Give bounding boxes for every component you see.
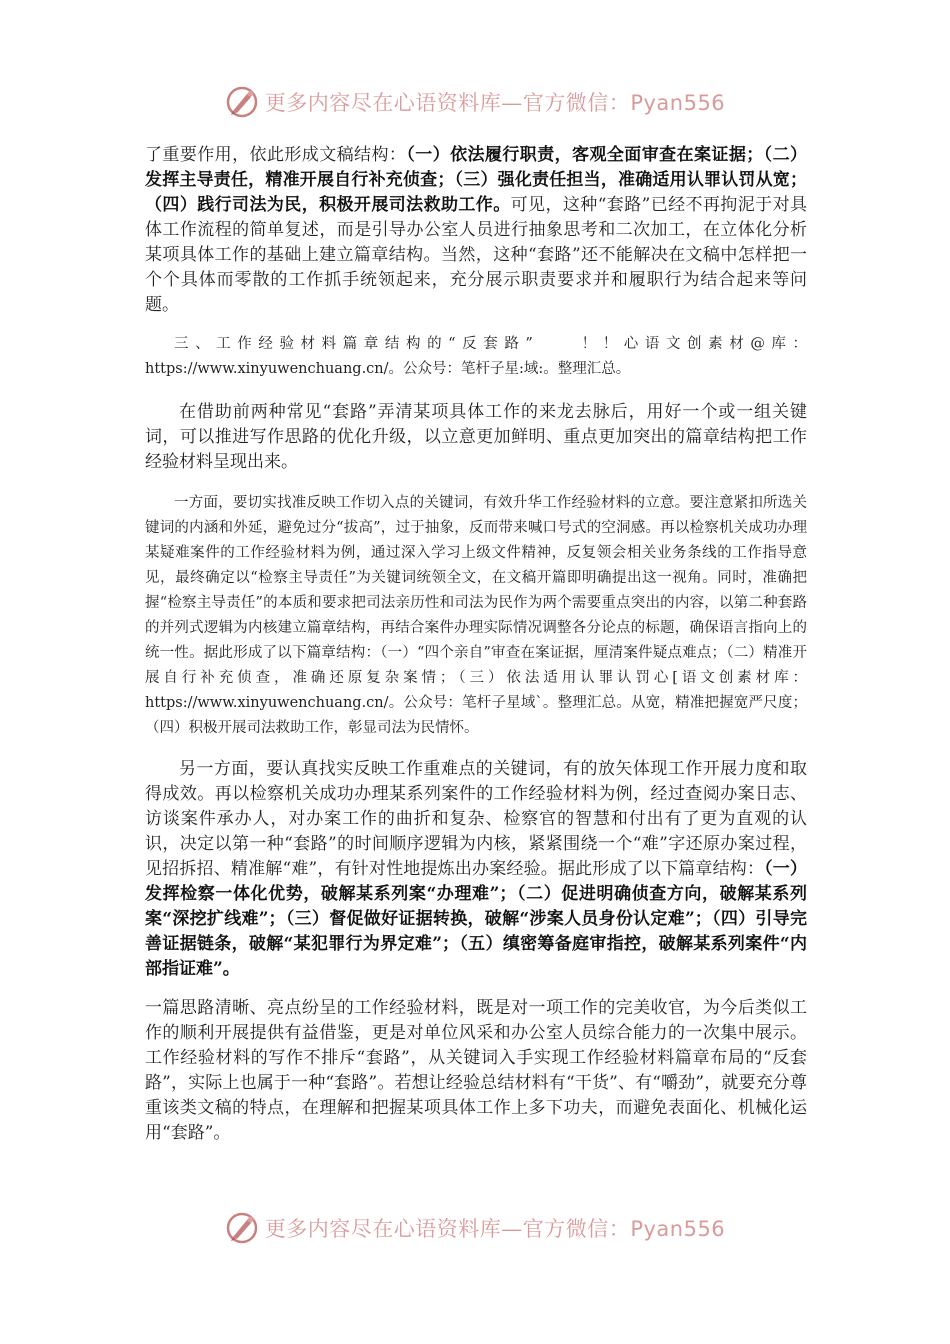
structure-headings-bold: （一）依法履行职责，客观全面审查在案证据；（二）发挥主导责任，精准开展自行补充侦查；（三）强化责任担当，准确适用认罪认罚从宽；（四）践行司法为民，积极开展司法救助工作。	[145, 145, 808, 215]
paragraph-other-side: 另一方面，要认真找实反映工作重难点的关键词，有的放矢体现工作开展力度和取得成效。再以检察机关成功办理某系列案件的工作经验材料为例，经过查阅办案日志、访谈案件承办人，对办案工作的曲折和复杂、检察官的智慧和付出有了更为直观的认识，决定以第一种“套路”的时间顺序逻辑为内核，紧紧围绕一个“难”字还原办案过程，见招拆招、精准解“难”，有针对性地提炼出办案经验。据此形成了以下篇章结构：（一）发挥检察一体化优势，破解某系列案“办理难”；（二）促进明确侦查方向，破解某系列案“深挖扩线难”；（三）督促做好证据转换，破解“涉案人员身份认定难”；（四）引导完善证据链条，破解“某犯罪行为界定难”；（五）缜密筹备庭审指控，破解某系列案件“内部指证难”。	[145, 759, 807, 979]
section-heading-three: 三、工作经验材料篇章结构的“反套路” ！！心语文创素材@库：https://www.xinyuwenchuang.cn/。公众号：笔杆子星:域:。整理汇总。	[145, 336, 807, 377]
paragraph-keywords-intro: 在借助前两种常见“套路”弄清某项具体工作的来龙去脉后，用好一个或一组关键词，可以推进写作思路的优化升级，以立意更加鲜明、重点更加突出的篇章结构把工作经验材料呈现出来。	[145, 402, 807, 472]
footer-banner	[0, 1208, 950, 1248]
footer-banner-text: 更多内容尽在心语资料库—官方微信：Pyan556	[264, 1217, 726, 1241]
pen-logo-icon	[225, 85, 259, 119]
paragraph-one-side: 一方面，要切实找准反映工作切入点的关键词，有效升华工作经验材料的立意。要注意紧扣所选关键词的内涵和外延，避免过分“拔高”，过于抽象，反而带来喊口号式的空洞感。再以检察机关成功办理某疑难案件的工作经验材料为例，通过深入学习上级文件精神，反复领会相关业务条线的工作指导意见，最终确定以“检察主导责任”为关键词统领全文，在文稿开篇即明确提出这一视角。同时，准确把握“检察主导责任”的本质和要求把司法亲历性和司法为民作为两个需要重点突出的内容，以第二种套路的并列式逻辑为内核建立篇章结构，再结合案件办理实际情况调整各分论点的标题，确保语言指向上的统一性。据此形成了以下篇章结构：（一）“四个亲自”审查在案证据，厘清案件疑点难点；（二）精准开展自行补充侦查，准确还原复杂案情；（三）依法适用认罪认罚心[语文创素材库：https://www.xinyuwenchuang.cn/。公众号：笔杆子星域`。整理汇总。从宽，精准把握宽严尺度；（四）积极开展司法救助工作，彰显司法为民情怀。	[145, 495, 807, 736]
header-banner-text: 更多内容尽在心语资料库—官方微信：Pyan556	[264, 91, 726, 115]
footer-wechat-id: Pyan556	[630, 1217, 726, 1241]
paragraph-conclusion: 一篇思路清晰、亮点纷呈的工作经验材料，既是对一项工作的完美收官，为今后类似工作的顺利开展提供有益借鉴，更是对单位风采和办公室人员综合能力的一次集中展示。工作经验材料的写作不排斥“套路”，从关键词入手实现工作经验材料篇章布局的“反套路”，实际上也属于一种“套路”。若想让经验总结材料有“干货”、有“嚼劲”，就要充分尊重该类文稿的特点，在理解和把握某项具体工作上多下功夫，而避免表面化、机械化运用“套路”。	[145, 998, 807, 1143]
pen-logo-icon	[225, 1211, 259, 1245]
paragraph-structure-summary: 了重要作用，依此形成文稿结构：（一）依法履行职责，客观全面审查在案证据；（二）发挥主导责任，精准开展自行补充侦查；（三）强化责任担当，准确适用认罪认罚从宽；（四）践行司法为民，积极开展司法救助工作。可见，这种“套路”已经不再拘泥于对具体工作流程的简单复述，而是引导办公室人员进行抽象思考和二次加工，在立体化分析某项具体工作的基础上建立篇章结构。当然，这种“套路”还不能解决在文稿中怎样把一个个具体而零散的工作抓手统领起来，充分展示职责要求并和履职行为结合起来等问题。	[145, 145, 808, 315]
header-banner	[0, 82, 950, 122]
header-wechat-id: Pyan556	[630, 91, 726, 115]
document-body	[145, 143, 807, 1146]
difficulty-structure-bold: （一）发挥检察一体化优势，破解某系列案“办理难”；（二）促进明确侦查方向，破解某系列案“深挖扩线难”；（三）督促做好证据转换，破解“涉案人员身份认定难”；（四）引导完善证据链条，破解“某犯罪行为界定难”；（五）缜密筹备庭审指控，破解某系列案件“内部指证难”。	[145, 859, 807, 979]
